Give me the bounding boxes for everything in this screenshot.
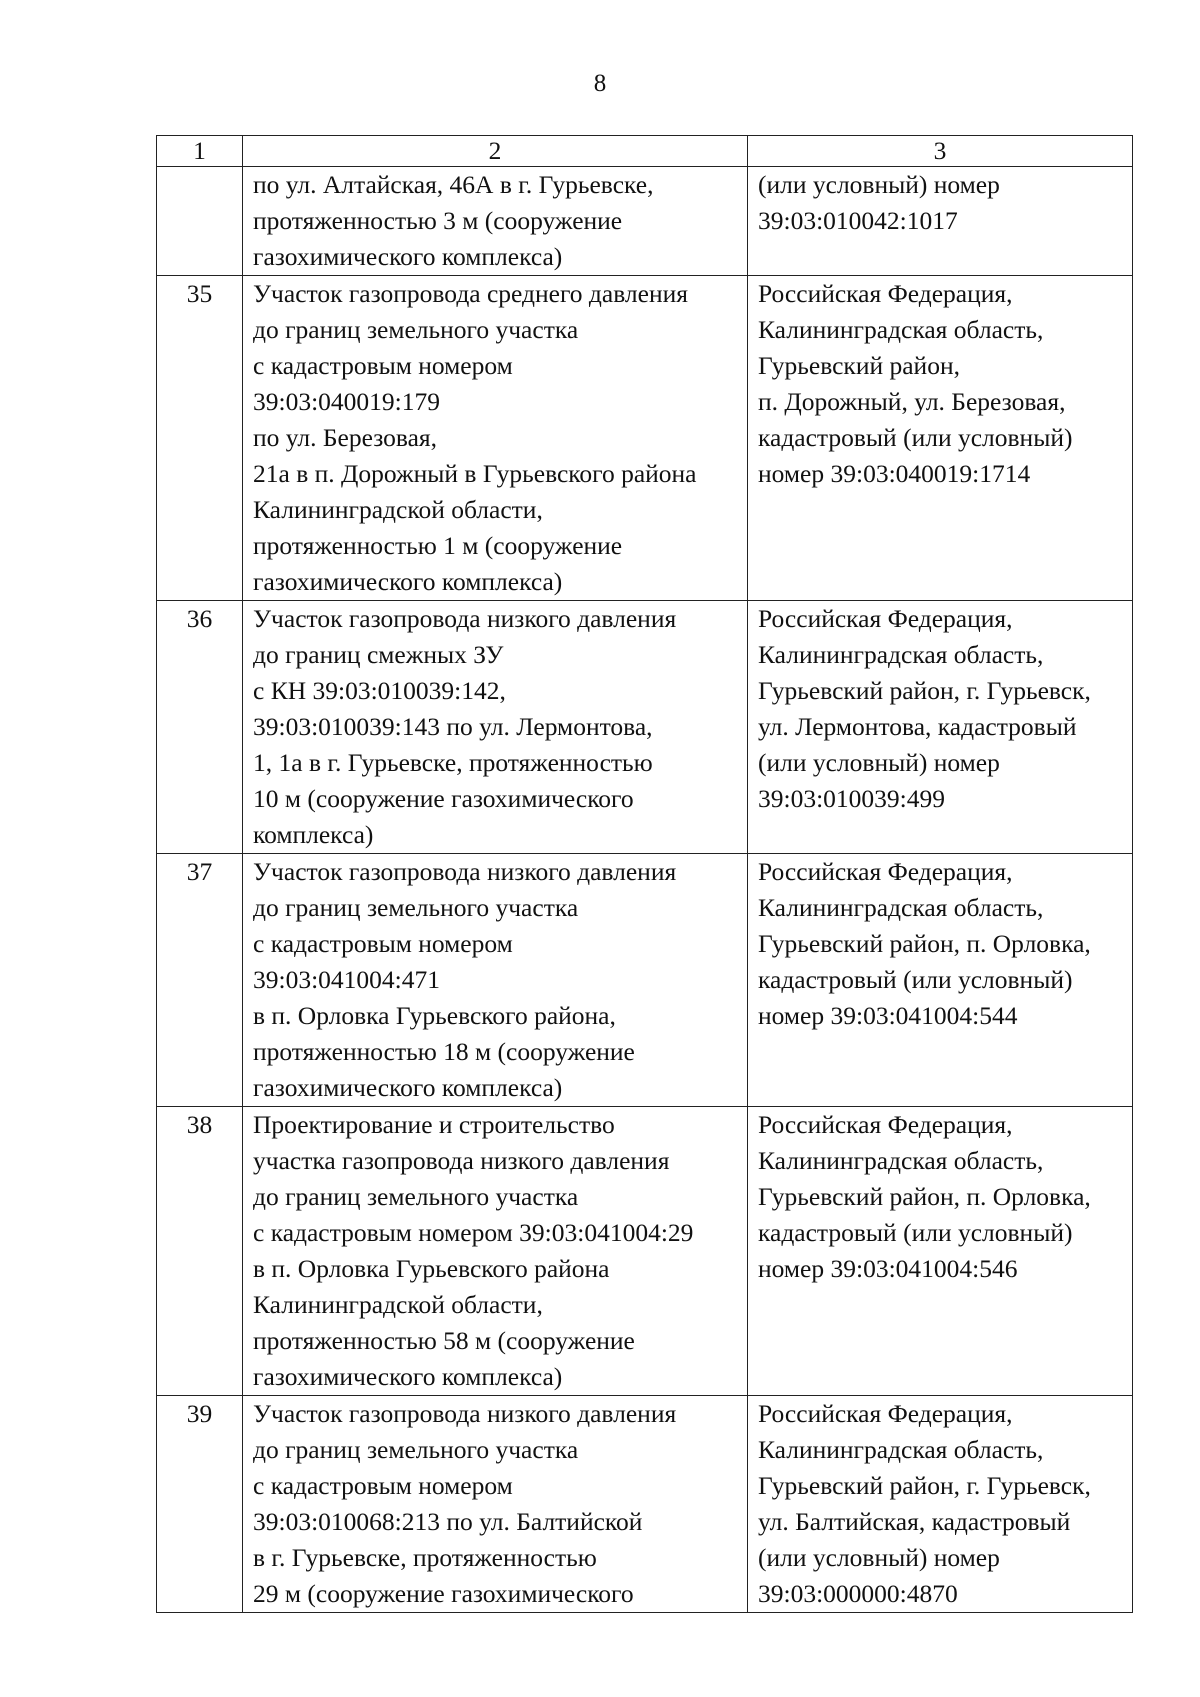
location-line: ул. Балтийская, кадастровый bbox=[758, 1507, 1071, 1536]
row-number: 39 bbox=[157, 1396, 243, 1613]
column-header-2: 2 bbox=[243, 136, 748, 167]
object-description bbox=[243, 1396, 748, 1613]
description-line: 39:03:010039:143 по ул. Лермонтова, bbox=[253, 712, 653, 741]
location-line: Калининградская область, bbox=[758, 315, 1044, 344]
description-line: газохимического комплекса) bbox=[253, 567, 563, 596]
description-line: 39:03:040019:179 bbox=[253, 387, 441, 416]
location-line: Калининградская область, bbox=[758, 893, 1044, 922]
table-row bbox=[157, 1396, 1133, 1613]
page-number: 8 bbox=[593, 70, 607, 97]
column-header-1: 1 bbox=[157, 136, 243, 167]
location-line: Калининградская область, bbox=[758, 1435, 1044, 1464]
table-row bbox=[157, 1107, 1133, 1396]
row-number bbox=[157, 167, 243, 276]
row-number: 35 bbox=[157, 276, 243, 601]
description-line: комплекса) bbox=[253, 820, 374, 849]
description-line: до границ смежных ЗУ bbox=[253, 640, 504, 669]
location-line: кадастровый (или условный) bbox=[758, 423, 1073, 452]
description-line: в п. Орловка Гурьевского района, bbox=[253, 1001, 616, 1030]
location-line: 39:03:010042:1017 bbox=[758, 206, 958, 235]
location-line: Гурьевский район, п. Орловка, bbox=[758, 1182, 1091, 1211]
table-row bbox=[157, 601, 1133, 854]
description-line: Участок газопровода среднего давления bbox=[253, 279, 688, 308]
object-description bbox=[243, 601, 748, 854]
table-row bbox=[157, 276, 1133, 601]
description-line: протяженностью 58 м (сооружение bbox=[253, 1326, 635, 1355]
description-line: Проектирование и строительство bbox=[253, 1110, 615, 1139]
description-line: до границ земельного участка bbox=[253, 893, 579, 922]
location-line: Российская Федерация, bbox=[758, 1399, 1013, 1428]
object-location bbox=[748, 167, 1133, 276]
location-line: 39:03:000000:4870 bbox=[758, 1579, 958, 1608]
column-header-3: 3 bbox=[748, 136, 1133, 167]
location-line: (или условный) номер bbox=[758, 1543, 1000, 1572]
row-number: 36 bbox=[157, 601, 243, 854]
location-line: Гурьевский район, bbox=[758, 351, 960, 380]
description-line: в г. Гурьевске, протяженностью bbox=[253, 1543, 597, 1572]
description-line: протяженностью 3 м (сооружение bbox=[253, 206, 623, 235]
description-line: по ул. Березовая, bbox=[253, 423, 438, 452]
description-line: с кадастровым номером bbox=[253, 1471, 513, 1500]
description-line: 21а в п. Дорожный в Гурьевского района bbox=[253, 459, 697, 488]
location-line: номер 39:03:040019:1714 bbox=[758, 459, 1031, 488]
description-line: Участок газопровода низкого давления bbox=[253, 604, 677, 633]
description-line: по ул. Алтайская, 46А в г. Гурьевске, bbox=[253, 170, 654, 199]
description-line: с КН 39:03:010039:142, bbox=[253, 676, 506, 705]
table-row bbox=[157, 854, 1133, 1107]
table-header-row bbox=[157, 136, 1133, 167]
location-line: Российская Федерация, bbox=[758, 1110, 1013, 1139]
location-line: п. Дорожный, ул. Березовая, bbox=[758, 387, 1066, 416]
location-line: Калининградская область, bbox=[758, 640, 1044, 669]
object-location bbox=[748, 854, 1133, 1107]
description-line: Участок газопровода низкого давления bbox=[253, 1399, 677, 1428]
description-line: участка газопровода низкого давления bbox=[253, 1146, 670, 1175]
object-description bbox=[243, 1107, 748, 1396]
description-line: в п. Орловка Гурьевского района bbox=[253, 1254, 610, 1283]
description-line: до границ земельного участка bbox=[253, 1435, 579, 1464]
location-line: Гурьевский район, г. Гурьевск, bbox=[758, 676, 1091, 705]
object-location bbox=[748, 601, 1133, 854]
description-line: 10 м (сооружение газохимического bbox=[253, 784, 634, 813]
object-location bbox=[748, 1396, 1133, 1613]
location-line: кадастровый (или условный) bbox=[758, 965, 1073, 994]
description-line: до границ земельного участка bbox=[253, 1182, 579, 1211]
location-line: (или условный) номер bbox=[758, 170, 1000, 199]
location-line: (или условный) номер bbox=[758, 748, 1000, 777]
object-location bbox=[748, 276, 1133, 601]
object-description bbox=[243, 854, 748, 1107]
description-line: 29 м (сооружение газохимического bbox=[253, 1579, 634, 1608]
location-line: Российская Федерация, bbox=[758, 279, 1013, 308]
description-line: 1, 1а в г. Гурьевске, протяженностью bbox=[253, 748, 653, 777]
description-line: протяженностью 18 м (сооружение bbox=[253, 1037, 635, 1066]
description-line: Калининградской области, bbox=[253, 1290, 543, 1319]
location-line: номер 39:03:041004:546 bbox=[758, 1254, 1018, 1283]
location-line: Калининградская область, bbox=[758, 1146, 1044, 1175]
registry-table bbox=[156, 135, 1133, 1613]
description-line: 39:03:010068:213 по ул. Балтийской bbox=[253, 1507, 643, 1536]
location-line: 39:03:010039:499 bbox=[758, 784, 946, 813]
description-line: с кадастровым номером bbox=[253, 929, 513, 958]
description-line: Калининградской области, bbox=[253, 495, 543, 524]
description-line: протяженностью 1 м (сооружение bbox=[253, 531, 623, 560]
location-line: Гурьевский район, г. Гурьевск, bbox=[758, 1471, 1091, 1500]
object-description bbox=[243, 276, 748, 601]
description-line: с кадастровым номером 39:03:041004:29 bbox=[253, 1218, 694, 1247]
description-line: газохимического комплекса) bbox=[253, 1362, 563, 1391]
row-number: 37 bbox=[157, 854, 243, 1107]
row-number: 38 bbox=[157, 1107, 243, 1396]
object-description bbox=[243, 167, 748, 276]
object-location bbox=[748, 1107, 1133, 1396]
description-line: до границ земельного участка bbox=[253, 315, 579, 344]
description-line: Участок газопровода низкого давления bbox=[253, 857, 677, 886]
location-line: номер 39:03:041004:544 bbox=[758, 1001, 1018, 1030]
description-line: с кадастровым номером bbox=[253, 351, 513, 380]
location-line: ул. Лермонтова, кадастровый bbox=[758, 712, 1077, 741]
location-line: Гурьевский район, п. Орловка, bbox=[758, 929, 1091, 958]
description-line: газохимического комплекса) bbox=[253, 1073, 563, 1102]
table-row bbox=[157, 167, 1133, 276]
location-line: Российская Федерация, bbox=[758, 604, 1013, 633]
description-line: газохимического комплекса) bbox=[253, 242, 563, 271]
location-line: кадастровый (или условный) bbox=[758, 1218, 1073, 1247]
location-line: Российская Федерация, bbox=[758, 857, 1013, 886]
description-line: 39:03:041004:471 bbox=[253, 965, 441, 994]
